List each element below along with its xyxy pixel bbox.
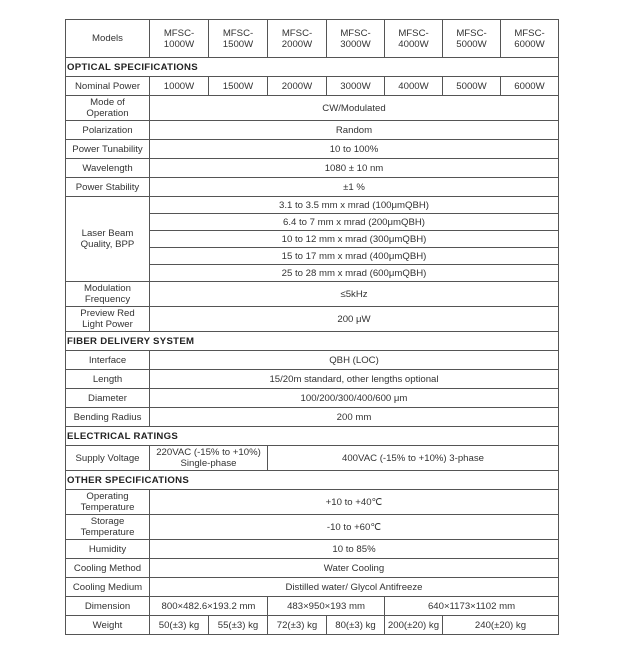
section-row — [66, 427, 559, 446]
cell-value: 5000W — [443, 77, 501, 96]
cell-value: +10 to +40℃ — [150, 490, 559, 515]
cell-value: -10 to +60℃ — [150, 515, 559, 540]
row-cooling-medium — [66, 578, 559, 597]
spec-table — [65, 19, 559, 635]
row-label: Interface — [66, 351, 150, 370]
model-header: MFSC- 3000W — [327, 20, 385, 58]
cell-value: Water Cooling — [150, 559, 559, 578]
model-header: MFSC- 6000W — [501, 20, 559, 58]
row-diameter — [66, 389, 559, 408]
cell-value: Distilled water/ Glycol Antifreeze — [150, 578, 559, 597]
row-label: Power Tunability — [66, 140, 150, 159]
row-label: Cooling Method — [66, 559, 150, 578]
row-tunability — [66, 140, 559, 159]
cell-value: 3000W — [327, 77, 385, 96]
row-preview — [66, 307, 559, 332]
cell-value: 2000W — [268, 77, 327, 96]
cell-value: 6000W — [501, 77, 559, 96]
model-header: MFSC- 5000W — [443, 20, 501, 58]
row-weight — [66, 616, 559, 635]
cell-value: Random — [150, 121, 559, 140]
row-label: Supply Voltage — [66, 446, 150, 471]
cell-value: 200 μW — [150, 307, 559, 332]
row-label: Nominal Power — [66, 77, 150, 96]
cell-value: 1500W — [209, 77, 268, 96]
row-dimension — [66, 597, 559, 616]
model-header: MFSC- 1500W — [209, 20, 268, 58]
section-title-other: OTHER SPECIFICATIONS — [66, 471, 559, 490]
cell-value: 483×950×193 mm — [268, 597, 385, 616]
row-label: Power Stability — [66, 178, 150, 197]
model-header: MFSC- 4000W — [385, 20, 443, 58]
cell-value: CW/Modulated — [150, 96, 559, 121]
cell-value: 6.4 to 7 mm x mrad (200μmQBH) — [150, 214, 559, 231]
section-title-optical: OPTICAL SPECIFICATIONS — [66, 58, 559, 77]
row-label: Bending Radius — [66, 408, 150, 427]
cell-value: 3.1 to 3.5 mm x mrad (100μmQBH) — [150, 197, 559, 214]
row-label: Cooling Medium — [66, 578, 150, 597]
row-bending — [66, 408, 559, 427]
cell-value: 4000W — [385, 77, 443, 96]
row-supply — [66, 446, 559, 471]
row-wavelength — [66, 159, 559, 178]
row-cooling-method — [66, 559, 559, 578]
cell-value: ≤5kHz — [150, 282, 559, 307]
row-label: Wavelength — [66, 159, 150, 178]
cell-value: 10 to 100% — [150, 140, 559, 159]
row-label: Mode of Operation — [66, 96, 150, 121]
cell-value: 10 to 85% — [150, 540, 559, 559]
row-label: Polarization — [66, 121, 150, 140]
cell-value: 200 mm — [150, 408, 559, 427]
row-label: Dimension — [66, 597, 150, 616]
cell-value: 80(±3) kg — [327, 616, 385, 635]
header-row — [66, 20, 559, 58]
section-row — [66, 332, 559, 351]
row-label: Operating Temperature — [66, 490, 150, 515]
model-header: MFSC- 2000W — [268, 20, 327, 58]
cell-value: 240(±20) kg — [443, 616, 559, 635]
cell-value: 10 to 12 mm x mrad (300μmQBH) — [150, 231, 559, 248]
row-label: Weight — [66, 616, 150, 635]
section-row — [66, 471, 559, 490]
cell-value: 640×1173×1102 mm — [385, 597, 559, 616]
row-interface — [66, 351, 559, 370]
row-op-temp — [66, 490, 559, 515]
cell-value: 400VAC (-15% to +10%) 3-phase — [268, 446, 559, 471]
row-label: Humidity — [66, 540, 150, 559]
row-polarization — [66, 121, 559, 140]
row-modulation — [66, 282, 559, 307]
cell-value: 25 to 28 mm x mrad (600μmQBH) — [150, 265, 559, 282]
row-label: Modulation Frequency — [66, 282, 150, 307]
row-humidity — [66, 540, 559, 559]
section-title-fiber: FIBER DELIVERY SYSTEM — [66, 332, 559, 351]
row-label: Preview Red Light Power — [66, 307, 150, 332]
row-mode — [66, 96, 559, 121]
cell-value: QBH (LOC) — [150, 351, 559, 370]
cell-value: 220VAC (-15% to +10%) Single-phase — [150, 446, 268, 471]
cell-value: 55(±3) kg — [209, 616, 268, 635]
cell-value: 1000W — [150, 77, 209, 96]
row-storage-temp — [66, 515, 559, 540]
row-label: Length — [66, 370, 150, 389]
row-label: Laser Beam Quality, BPP — [66, 197, 150, 282]
cell-value: 1080 ± 10 nm — [150, 159, 559, 178]
cell-value: 200(±20) kg — [385, 616, 443, 635]
cell-value: 72(±3) kg — [268, 616, 327, 635]
model-header: MFSC- 1000W — [150, 20, 209, 58]
cell-value: 100/200/300/400/600 μm — [150, 389, 559, 408]
cell-value: 15/20m standard, other lengths optional — [150, 370, 559, 389]
cell-value: 800×482.6×193.2 mm — [150, 597, 268, 616]
row-nominal-power — [66, 77, 559, 96]
section-title-electrical: ELECTRICAL RATINGS — [66, 427, 559, 446]
row-label: Storage Temperature — [66, 515, 150, 540]
cell-value: 50(±3) kg — [150, 616, 209, 635]
cell-value: ±1 % — [150, 178, 559, 197]
cell-value: 15 to 17 mm x mrad (400μmQBH) — [150, 248, 559, 265]
row-stability — [66, 178, 559, 197]
row-length — [66, 370, 559, 389]
section-row — [66, 58, 559, 77]
row-label: Diameter — [66, 389, 150, 408]
row-beam-quality — [66, 197, 559, 214]
models-header: Models — [66, 20, 150, 58]
